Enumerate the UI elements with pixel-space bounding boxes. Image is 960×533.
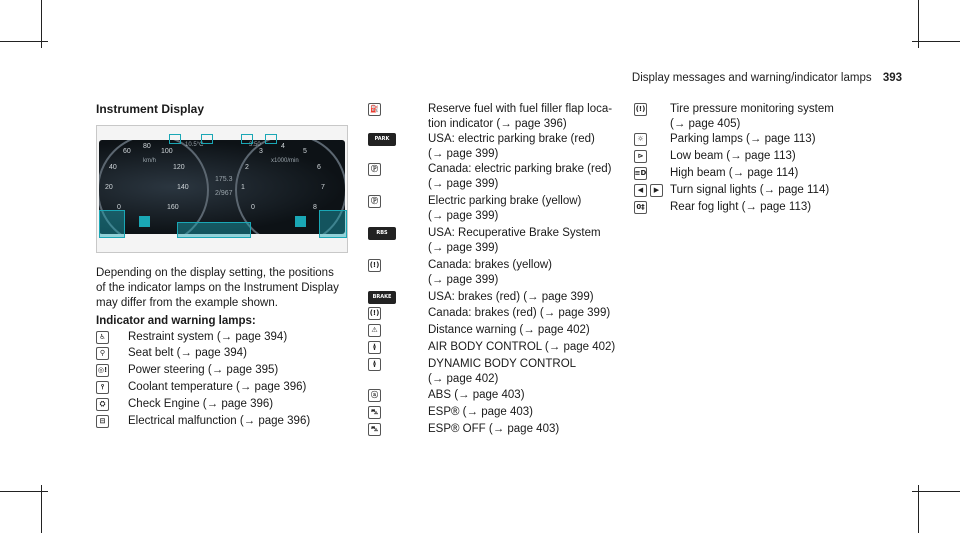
brakes-yellow-icon: (!) bbox=[368, 259, 381, 272]
gauge-number: 140 bbox=[177, 184, 189, 191]
gauge-number: 3 bbox=[259, 148, 263, 155]
lamp-description bbox=[128, 363, 278, 378]
lamp-description bbox=[428, 194, 581, 224]
lamp-row bbox=[368, 162, 612, 190]
header-title: Display messages and warning/indicator lamps bbox=[631, 72, 872, 84]
lamp-description-line: (→ page 402) bbox=[428, 373, 499, 385]
gauge-number: 40 bbox=[109, 164, 117, 171]
lamp-description-line: (→ page 399) bbox=[428, 148, 499, 160]
indicator-highlight bbox=[241, 134, 253, 144]
lamp-row bbox=[634, 200, 812, 214]
speed-unit: km/h bbox=[143, 158, 157, 164]
lamp-description bbox=[428, 340, 615, 355]
lamp-description bbox=[670, 200, 811, 215]
gauge-number: 100 bbox=[161, 148, 173, 155]
lamp-description bbox=[428, 226, 601, 256]
check-engine-icon: ⛭ bbox=[96, 398, 109, 411]
restraint-system-icon: ♿ bbox=[96, 331, 109, 344]
lamp-description-line: (→ page 399) bbox=[428, 242, 499, 254]
lamp-description bbox=[428, 258, 552, 288]
lamp-description bbox=[670, 102, 834, 132]
lamp-description-line: Turn signal lights (→ page 114) bbox=[670, 184, 830, 196]
lamp-description-line: (→ page 399) bbox=[428, 178, 499, 190]
gauge-number: 120 bbox=[173, 164, 185, 171]
lamp-description-line: Parking lamps (→ page 113) bbox=[670, 133, 816, 145]
esp-off-icon: ⛍ bbox=[368, 423, 381, 436]
lamp-description-line: Reserve fuel with fuel filler flap loca- bbox=[428, 103, 613, 115]
lamp-description-line: DYNAMIC BODY CONTROL bbox=[428, 358, 577, 370]
lamp-row bbox=[368, 102, 613, 130]
instrument-display bbox=[99, 140, 345, 234]
lamp-row bbox=[368, 357, 577, 385]
lamp-row bbox=[634, 102, 834, 130]
lamp-row bbox=[368, 306, 611, 320]
lamp-description-line: High beam (→ page 114) bbox=[670, 167, 799, 179]
rpm-unit: x1000/min bbox=[271, 158, 299, 164]
lamp-description bbox=[428, 422, 559, 437]
lamp-description-line: ABS (→ page 403) bbox=[428, 389, 525, 401]
lamp-description-line: Canada: electric parking brake (red) bbox=[428, 163, 612, 175]
gauge-number: 20 bbox=[105, 184, 113, 191]
lamp-description bbox=[670, 183, 829, 198]
lamp-description bbox=[128, 414, 310, 429]
gauge-number: 5 bbox=[303, 148, 307, 155]
lamp-description-line: (→ page 399) bbox=[428, 274, 499, 286]
section-title: Instrument Display bbox=[96, 102, 205, 116]
trip-meter: 2/967 bbox=[215, 190, 233, 197]
distance-warning-icon: ⚠ bbox=[368, 324, 381, 337]
lamp-row bbox=[96, 397, 274, 411]
lamp-row bbox=[634, 183, 830, 197]
parking-brake-yellow-icon: Ⓟ bbox=[368, 195, 381, 208]
lamp-row bbox=[96, 330, 288, 344]
gauge-number: 2 bbox=[245, 164, 249, 171]
indicator-highlight bbox=[169, 134, 181, 144]
lamp-row bbox=[368, 422, 560, 436]
turn-signal-icon bbox=[634, 184, 663, 197]
indicator-highlight bbox=[319, 210, 347, 238]
lamp-description bbox=[670, 149, 796, 164]
gauge-number: 8 bbox=[313, 204, 317, 211]
indicator-highlight bbox=[295, 216, 306, 227]
lamp-description bbox=[670, 132, 816, 147]
crop-mark bbox=[912, 491, 960, 492]
lamp-description-line: Power steering (→ page 395) bbox=[128, 364, 279, 376]
coolant-temperature-icon: ⫯ bbox=[96, 381, 109, 394]
lamp-description-line: ESP® (→ page 403) bbox=[428, 406, 533, 418]
lamp-description-line: Low beam (→ page 113) bbox=[670, 150, 796, 162]
description bbox=[96, 266, 356, 311]
gauge-number: 60 bbox=[123, 148, 131, 155]
brakes-red-icon: (!) bbox=[368, 307, 381, 320]
lamp-description bbox=[128, 330, 287, 345]
lamp-description bbox=[428, 405, 533, 420]
lamp-description-line: AIR BODY CONTROL (→ page 402) bbox=[428, 341, 616, 353]
electrical-malfunction-icon: ⊟ bbox=[96, 415, 109, 428]
running-header bbox=[632, 72, 902, 84]
lamp-row bbox=[634, 149, 796, 163]
rear-fog-light-icon: 0‡ bbox=[634, 201, 647, 214]
lamp-description bbox=[428, 290, 594, 305]
lamp-description-line: ESP® OFF (→ page 403) bbox=[428, 423, 560, 435]
crop-mark bbox=[41, 485, 42, 533]
lamp-row bbox=[634, 166, 799, 180]
lamp-description-line: USA: brakes (red) (→ page 399) bbox=[428, 291, 594, 303]
turn-arrow-icon: ▶ bbox=[650, 184, 663, 197]
lamp-description bbox=[128, 397, 273, 412]
tire-pressure-icon: (!) bbox=[634, 103, 647, 116]
high-beam-icon: ≡D bbox=[634, 167, 647, 180]
description-line: may differ from the example shown. bbox=[96, 297, 278, 309]
odometer: 175.3 bbox=[215, 176, 233, 183]
indicator-highlight bbox=[139, 216, 150, 227]
lamp-description-line: USA: Recuperative Brake System bbox=[428, 227, 601, 239]
seat-belt-icon: ⚲ bbox=[96, 347, 109, 360]
crop-mark bbox=[0, 491, 48, 492]
lamp-description-line: Canada: brakes (red) (→ page 399) bbox=[428, 307, 611, 319]
indicator-highlight bbox=[201, 134, 213, 144]
lamp-description bbox=[428, 357, 576, 387]
description-line: of the indicator lamps on the Instrument Display bbox=[96, 282, 339, 294]
lamp-description-line: (→ page 405) bbox=[670, 118, 741, 130]
park-icon: PARK bbox=[368, 133, 396, 146]
lamp-description bbox=[428, 323, 590, 338]
description-line: Depending on the display setting, the positions bbox=[96, 267, 334, 279]
indicator-highlight bbox=[265, 134, 277, 144]
lamp-description bbox=[428, 388, 525, 403]
gauge-number: 80 bbox=[143, 143, 151, 150]
lamp-description-line: Electric parking brake (yellow) bbox=[428, 195, 582, 207]
parking-lamps-icon: ☼ bbox=[634, 133, 647, 146]
lamp-row bbox=[368, 132, 595, 160]
abs-icon: ⓐ bbox=[368, 389, 381, 402]
gauge-number: 7 bbox=[321, 184, 325, 191]
power-steering-icon: ◎! bbox=[96, 364, 109, 377]
brake-icon: BRAKE bbox=[368, 291, 396, 304]
lamp-description-line: (→ page 399) bbox=[428, 210, 499, 222]
lamps-heading: Indicator and warning lamps: bbox=[96, 315, 256, 327]
reserve-fuel-icon: ⛽ bbox=[368, 103, 381, 116]
lamp-description-line: Check Engine (→ page 396) bbox=[128, 398, 274, 410]
lamp-row bbox=[368, 194, 582, 222]
lamp-row bbox=[96, 346, 247, 360]
crop-mark bbox=[912, 41, 960, 42]
lamp-description-line: USA: electric parking brake (red) bbox=[428, 133, 595, 145]
lamp-row bbox=[634, 132, 816, 146]
lamp-description-line: Distance warning (→ page 402) bbox=[428, 324, 590, 336]
page-number: 393 bbox=[882, 72, 902, 84]
lamp-description-line: tion indicator (→ page 396) bbox=[428, 118, 567, 130]
clock: 3:50 bbox=[249, 142, 261, 148]
lamp-row bbox=[368, 290, 594, 304]
lamp-row bbox=[368, 258, 553, 286]
esp-icon: ⛍ bbox=[368, 406, 381, 419]
crop-mark bbox=[0, 41, 48, 42]
air-body-control-icon: ≬ bbox=[368, 341, 381, 354]
lamp-description-line: Electrical malfunction (→ page 396) bbox=[128, 415, 311, 427]
lamp-description-line: Restraint system (→ page 394) bbox=[128, 331, 288, 343]
lamp-description-line: Canada: brakes (yellow) bbox=[428, 259, 553, 271]
crop-mark bbox=[918, 485, 919, 533]
indicator-highlight bbox=[99, 210, 125, 238]
dynamic-body-control-icon: ≬ bbox=[368, 358, 381, 371]
gauge-number: 160 bbox=[167, 204, 179, 211]
low-beam-icon: ⊳ bbox=[634, 150, 647, 163]
lamp-description bbox=[128, 346, 247, 361]
lamp-row bbox=[368, 323, 590, 337]
lamp-description bbox=[670, 166, 798, 181]
lamp-description bbox=[428, 306, 610, 321]
gauge-number: 6 bbox=[317, 164, 321, 171]
lamp-row bbox=[368, 226, 601, 254]
rbs-icon: RBS bbox=[368, 227, 396, 240]
lamp-description bbox=[428, 102, 612, 132]
outside-temperature: 10.5°C bbox=[185, 142, 204, 148]
lamp-row bbox=[368, 340, 616, 354]
instrument-cluster-image bbox=[96, 125, 348, 253]
lamp-description-line: Seat belt (→ page 394) bbox=[128, 347, 247, 359]
indicator-highlight bbox=[177, 222, 251, 238]
gauge-number: 0 bbox=[117, 204, 121, 211]
lamp-row bbox=[96, 380, 307, 394]
lamp-description bbox=[428, 132, 595, 162]
turn-arrow-icon: ◀ bbox=[634, 184, 647, 197]
lamp-description-line: Coolant temperature (→ page 396) bbox=[128, 381, 307, 393]
lamp-description-line: Rear fog light (→ page 113) bbox=[670, 201, 812, 213]
lamp-description bbox=[128, 380, 306, 395]
lamp-row bbox=[368, 388, 525, 402]
gauge-number: 0 bbox=[251, 204, 255, 211]
lamp-row bbox=[96, 414, 311, 428]
gauge-number: 4 bbox=[281, 143, 285, 150]
lamp-description-line: Tire pressure monitoring system bbox=[670, 103, 834, 115]
lamp-row bbox=[96, 363, 279, 377]
gauge-number: 1 bbox=[241, 184, 245, 191]
lamp-description bbox=[428, 162, 611, 192]
parking-brake-canada-red-icon: Ⓟ bbox=[368, 163, 381, 176]
lamp-row bbox=[368, 405, 533, 419]
